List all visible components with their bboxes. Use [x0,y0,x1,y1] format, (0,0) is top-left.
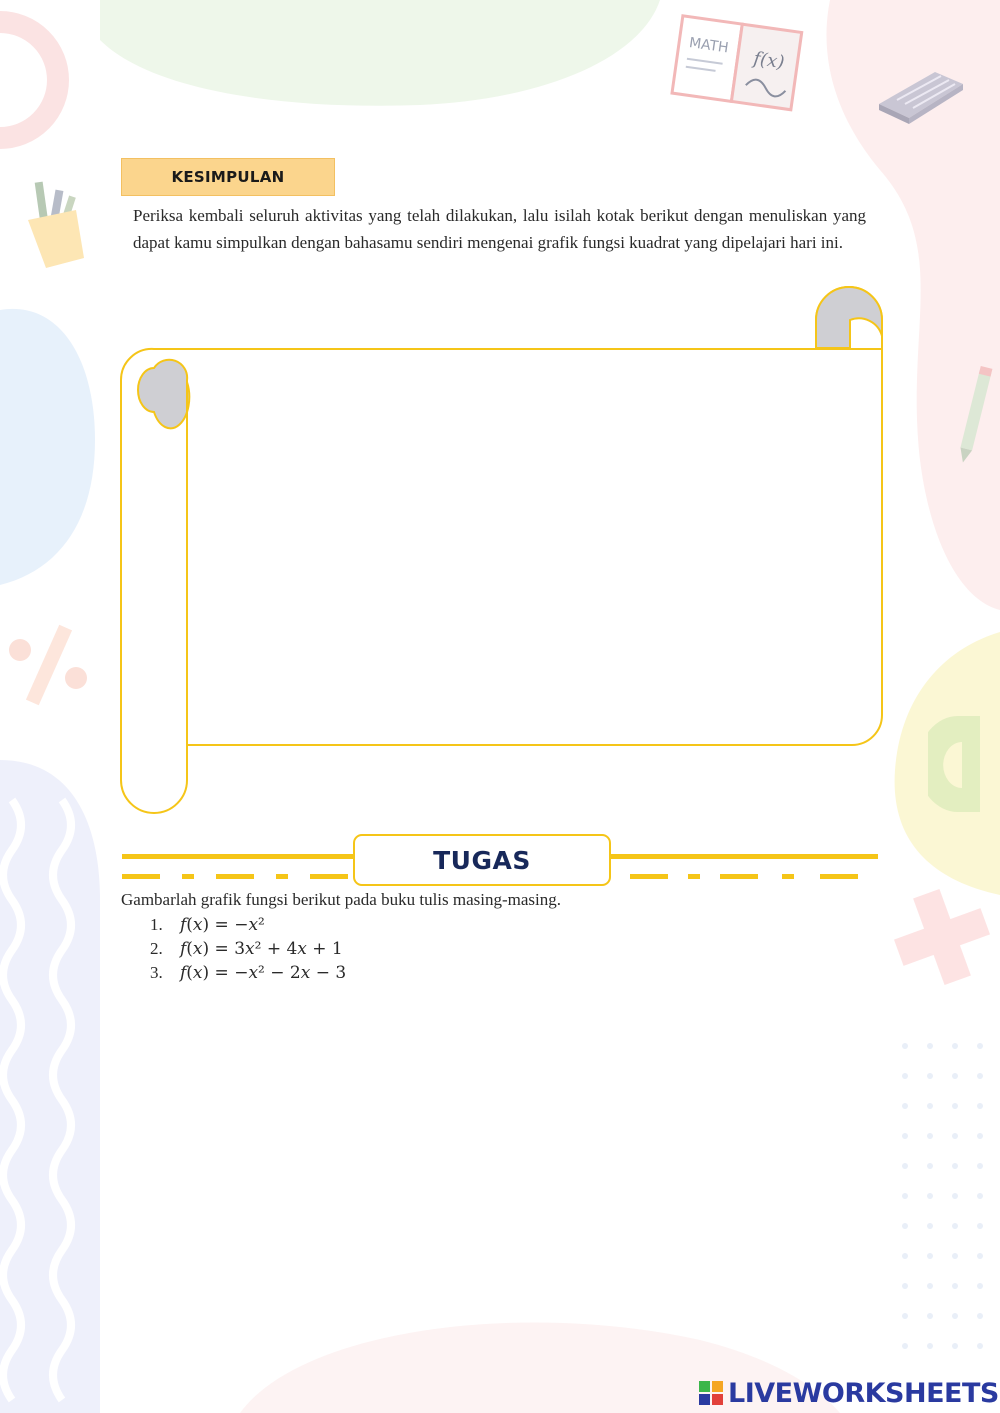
task-equation: 𝑓(𝑥) = −𝑥² [180,915,265,935]
percent-icon [4,620,94,710]
logo-text: LIVEWORKSHEETS [728,1377,999,1409]
math-book-icon [668,14,808,129]
task-number: 2. [150,939,163,958]
task-number: 3. [150,963,163,982]
task-list [150,913,346,985]
liveworksheets-logo-icon [698,1380,724,1406]
task-instructions: Gambarlah grafik fungsi berikut pada buku tulis masing-masing. [121,890,562,909]
svg-text:f(x): f(x) [752,48,786,74]
task-number: 1. [150,915,163,934]
conclusion-answer-input[interactable] [200,362,874,738]
list-item [150,913,346,937]
protractor-icon [928,712,988,817]
liveworksheets-logo [698,1378,999,1408]
svg-text:MATH: MATH [688,35,730,57]
calculator-icon [875,66,967,126]
conclusion-instructions: Periksa kembali seluruh aktivitas yang telah dilakukan, lalu isilah kotak berikut dengan menuliskan yang dapat kamu simpulkan dengan bahasamu sendiri mengenai grafik fungsi kuadrat yang dipelajari hari ini. [133,206,866,252]
pencil-icon [955,362,995,467]
task-equation: 𝑓(𝑥) = −𝑥² − 2𝑥 − 3 [180,963,347,983]
plus-icon [890,885,995,990]
task-equation: 𝑓(𝑥) = 3𝑥² + 4𝑥 + 1 [180,939,343,959]
pencil-cup-icon [18,176,90,272]
list-item [150,937,346,961]
list-item [150,961,346,985]
conclusion-heading: KESIMPULAN [121,158,335,196]
task-title: TUGAS [433,845,531,875]
